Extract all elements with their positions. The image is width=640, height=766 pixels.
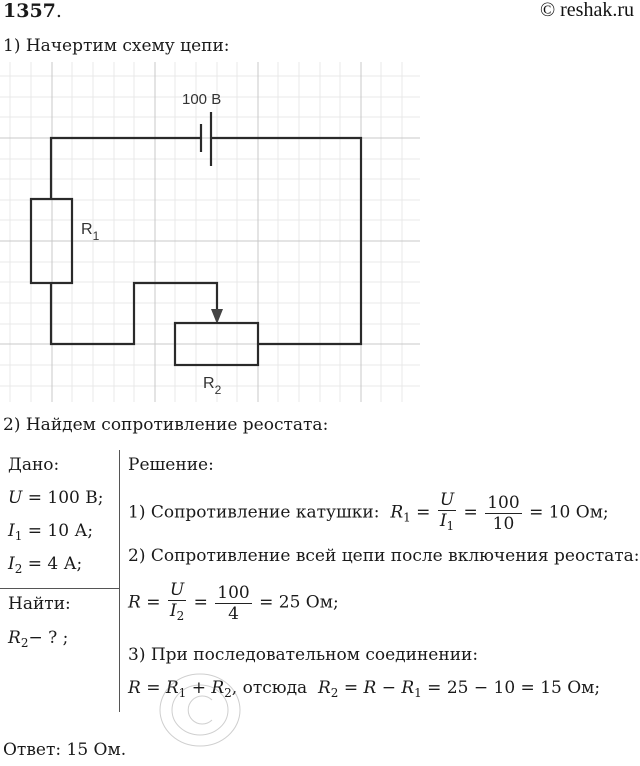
circuit-diagram xyxy=(0,62,420,402)
reshak-watermark-icon xyxy=(130,600,310,750)
find-item: $R_2-$ ? ; xyxy=(8,628,69,650)
solution-step-3-heading: 3) При последовательном соединении: xyxy=(128,645,479,665)
solution-step-2-heading: 2) Сопротивление всей цепи после включения реостата: xyxy=(128,546,640,566)
site-watermark: © reshak.ru xyxy=(539,0,634,21)
given-title: Дано: xyxy=(8,455,60,475)
given-solution-divider xyxy=(119,450,120,712)
given-item: $I_1 = 10$ А; xyxy=(8,521,94,543)
battery-icon xyxy=(201,112,211,166)
find-title: Найти: xyxy=(8,594,71,614)
r1-label: $R_1$ xyxy=(81,221,100,243)
step-1-heading: 1) Начертим схему цепи: xyxy=(3,36,230,56)
solution-step-2-formula: R = $\frac{U}{I_2}$ = $\frac{100}{4}$ = 25 Ом; xyxy=(128,580,339,624)
slider-arrow-icon xyxy=(211,309,223,324)
solution-title: Решение: xyxy=(128,455,214,475)
r2-label: $R_2$ xyxy=(203,375,222,397)
given-item: $I_2 = 4$ А; xyxy=(8,554,83,576)
step-2-heading: 2) Найдем сопротивление реостата: xyxy=(3,415,329,435)
battery-label: 100 В xyxy=(182,91,222,108)
solution-step-3-formula: $R = R_1 + R_2$, отсюда $R_2 = R - R_1 = 25 - 10 = 15$ Ом; xyxy=(128,678,601,700)
solution-step-1: 1) Сопротивление катушки: $R_1$ = $\frac{U}{I_1}$ = $\frac{100}{10}$ = 10 Ом; xyxy=(128,490,609,534)
answer: Ответ: 15 Ом. xyxy=(3,740,127,760)
given-find-divider xyxy=(0,588,119,589)
problem-number: 1357. xyxy=(3,0,62,22)
given-item: U = 100 В; xyxy=(8,488,104,508)
